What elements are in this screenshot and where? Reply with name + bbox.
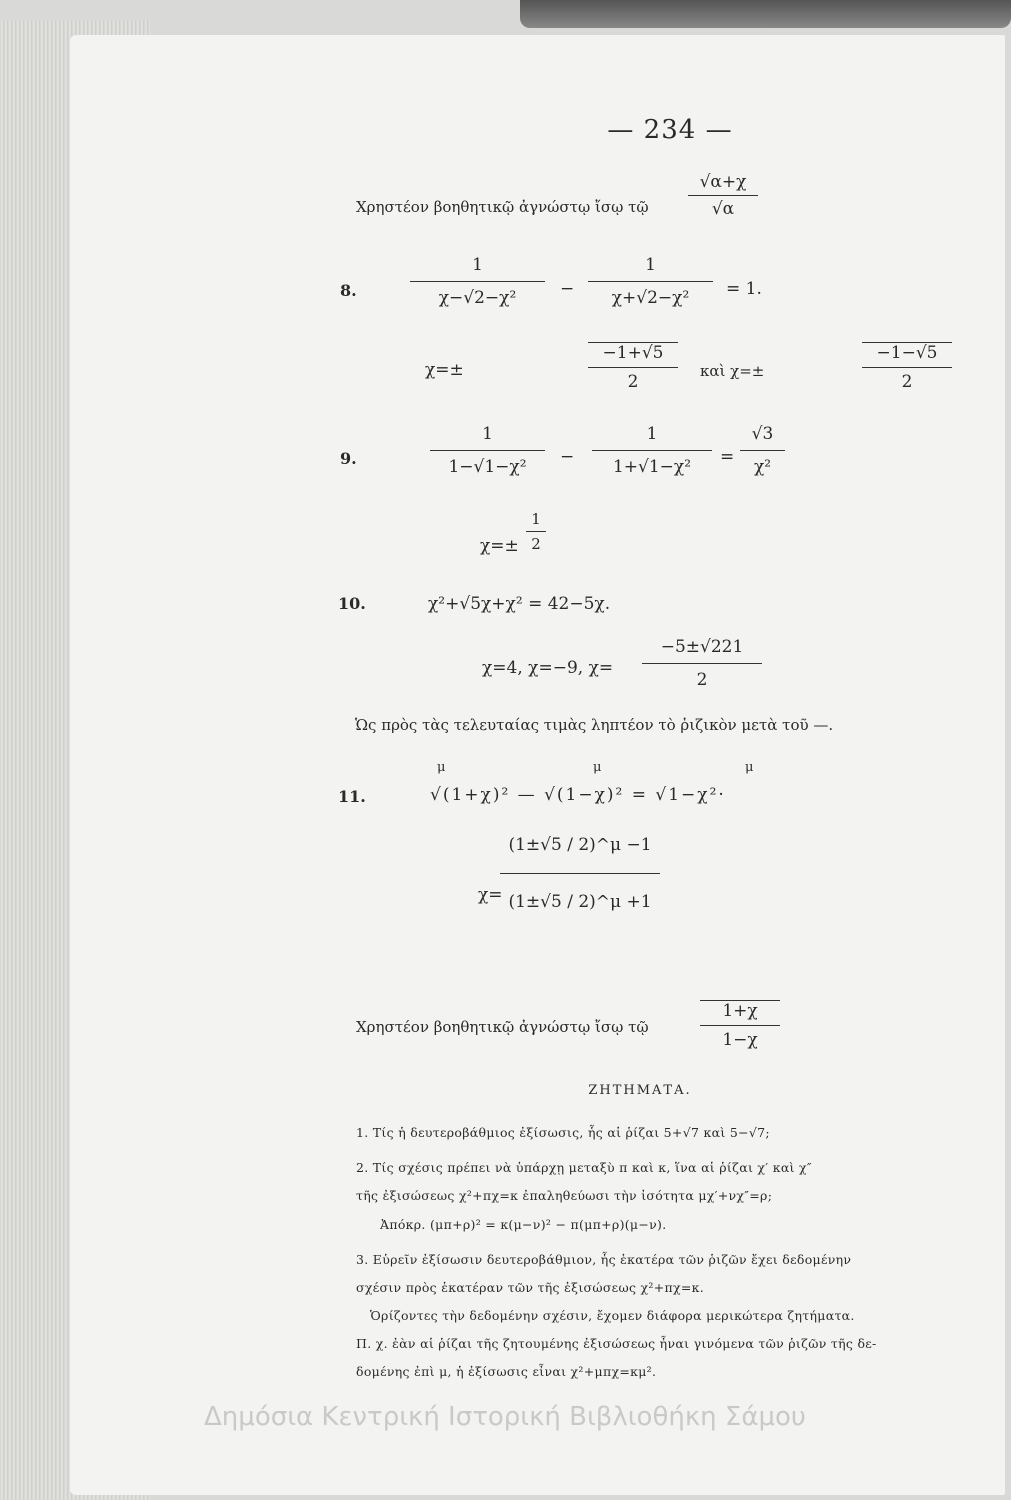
ex9-sol-den: 2 [531,535,541,553]
ex11-sol-den: (1±√5 / 2)^μ +1 [508,892,652,912]
ex9-minus: − [560,447,575,467]
ex8-term1 [410,255,545,308]
ex8-sol2 [862,342,952,392]
aux-note-top: Χρηστέον βοηθητικῷ ἀγνώστῳ ἴσῳ τῷ [356,198,649,216]
ex11-equation: √(1+χ)² — √(1−χ)² = √1−χ²· [430,785,726,805]
problem-3: 3. Εὑρεῖν ἐξίσωσιν δευτεροβάθμιον, ἧς ἑκατέρα τῶν ῥιζῶν ἔχει δεδομένην [356,1252,852,1267]
ex9-equals: = [720,447,735,467]
exercise-9-number: 9. [340,449,357,468]
ex11-root-index-2: μ [593,760,602,775]
ex8-term2 [588,255,713,308]
ex11-sol-num: (1±√5 / 2)^μ −1 [508,835,652,855]
ex10-sol-prefix: χ=4, χ=−9, χ= [482,658,614,678]
ex9-term1 [430,424,545,477]
ex11-sol-prefix: χ= [478,885,503,905]
ex8-term1-den: χ−√2−χ² [438,288,517,308]
ex9-term2-den: 1+√1−χ² [612,457,692,477]
ex9-rhs [740,424,785,477]
ex11-aux-fraction [700,1000,780,1050]
ex9-sol-prefix: χ=± [480,536,519,556]
problem-1: 1. Τίς ἡ δευτεροβάθμιος ἐξίσωσις, ἧς αἱ ῥίζαι 5+√7 καὶ 5−√7; [356,1125,770,1140]
ex10-sol-num: −5±√221 [660,637,744,657]
problem-2-answer: Ἀπόκρ. (μπ+ρ)² = κ(μ−ν)² − π(μπ+ρ)(μ−ν). [380,1217,667,1232]
aux-fraction-num: √α+χ [699,172,747,192]
ex9-rhs-num: √3 [751,424,774,444]
ex8-term2-num: 1 [645,255,656,275]
ex8-sol1-num: −1+√5 [602,343,664,363]
ex11-aux-num: 1+χ [722,1001,758,1021]
ex8-sol-mid: καὶ χ=± [700,362,765,380]
section-title: ΖΗΤΗΜΑΤΑ. [588,1083,692,1098]
problem-2: 2. Τίς σχέσις πρέπει νὰ ὑπάρχῃ μεταξὺ π καὶ κ, ἵνα αἱ ῥίζαι χ′ καὶ χ″ [356,1160,812,1175]
aux-fraction-den: √α [711,199,735,219]
page-number: — 234 — [607,115,733,145]
exercise-11-number: 11. [338,787,366,806]
exercise-10-number: 10. [338,594,366,613]
problem-3-example-cont: δομένης ἐπὶ μ, ἡ ἐξίσωσις εἶναι χ²+μπχ=κμ². [356,1364,657,1379]
problem-3-example: Π. χ. ἐὰν αἱ ῥίζαι τῆς ζητουμένης ἐξισώσεως ἦναι γινόμενα τῶν ῥιζῶν τῆς δε- [356,1336,877,1351]
ex8-rhs: = 1. [726,279,762,299]
ex9-term1-num: 1 [482,424,493,444]
ex8-sol1 [588,342,678,392]
ex9-term1-den: 1−√1−χ² [448,457,527,477]
ex11-aux-den: 1−χ [722,1030,758,1050]
problem-3-note: Ὁρίζοντες τὴν δεδομένην σχέσιν, ἔχομεν διάφορα μερικώτερα ζητήματα. [370,1308,855,1323]
ex11-root-index-1: μ [437,760,446,775]
ex11-aux-note: Χρηστέον βοηθητικῷ ἀγνώστῳ ἴσῳ τῷ [356,1018,649,1036]
problem-2-cont: τῆς ἐξισώσεως χ²+πχ=κ ἐπαληθεύωσι τὴν ἰσότητα μχ′+νχ″=ρ; [356,1188,773,1203]
aux-fraction [688,172,758,219]
ex10-note: Ὡς πρὸς τὰς τελευταίας τιμὰς ληπτέον τὸ ῥιζικὸν μετὰ τοῦ —. [355,716,834,734]
problem-3-cont: σχέσιν πρὸς ἑκατέραν τῶν τῆς ἐξισώσεως χ²+πχ=κ. [356,1280,705,1295]
ex10-sol [642,637,762,690]
exercise-8-number: 8. [340,281,357,300]
ex9-term2 [592,424,712,477]
ex8-sol1-den: 2 [627,372,639,392]
ex9-term2-num: 1 [646,424,658,444]
ex8-sol1-prefix: χ=± [425,360,464,380]
ex10-equation: χ²+√5χ+χ² = 42−5χ. [428,594,611,614]
ex10-sol-den: 2 [696,670,708,690]
book-cover-edge [520,0,1011,28]
book-page [70,35,1005,1495]
ex11-sol [500,835,660,912]
library-watermark: Δημόσια Κεντρική Ιστορική Βιβλιοθήκη Σάμου [204,1402,806,1432]
ex8-sol2-num: −1−√5 [876,343,938,363]
ex8-term1-num: 1 [472,255,483,275]
ex11-root-index-3: μ [745,760,754,775]
ex9-rhs-den: χ² [753,457,772,477]
ex8-minus: − [560,279,575,299]
ex8-term2-den: χ+√2−χ² [611,288,690,308]
ex9-sol-num: 1 [531,510,541,528]
ex8-sol2-den: 2 [901,372,913,392]
ex9-sol [526,510,546,553]
